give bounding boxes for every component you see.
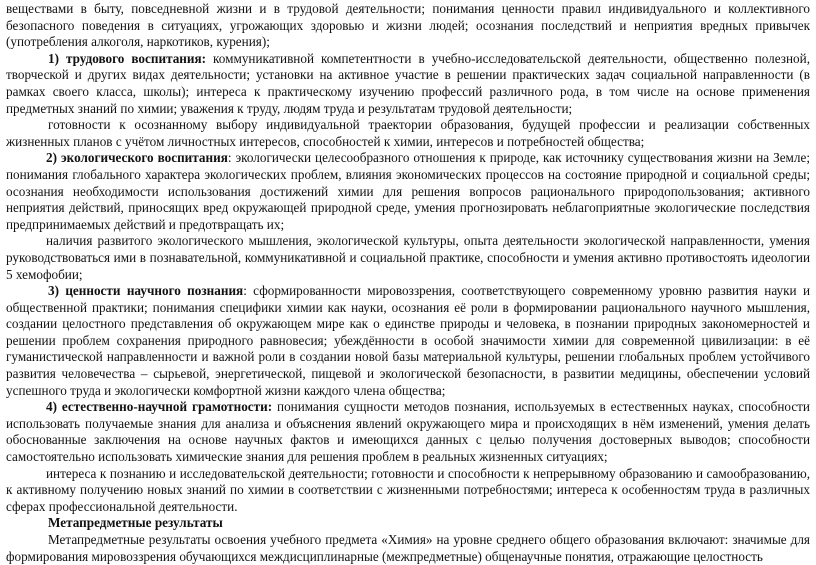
paragraph-text: веществами в быту, повседневной жизни и в трудовой деятельности; понимания ценности правил индивидуального и коллективного безопасного поведения в ситуациях, угрожающих здоровью и жизни людей; осознания последствий и неприятия вредных привычек (употребления алкоголя, наркотиков, курения); [6,1,810,50]
paragraph-scientific-knowledge [6,283,810,399]
paragraph-lead: 1) трудового воспитания: [48,50,207,66]
paragraph-text: понимания сущности методов познания, используемых в естественных науках, способности использовать получаемые знания для анализа и объяснения явлений окружающего мира и происходящих в нём изменений, умения делать обоснованные заключения на основе научных фактов и имеющихся данных с целью получения достоверных выводов; способности самостоятельно использовать химические знания для решения проблем в реальных жизненных ситуациях; [6,399,810,465]
paragraph-learning-interest [6,466,810,516]
paragraph-lead: 2) экологического воспитания [46,150,228,166]
paragraph-lead: 3) ценности научного познания [48,283,244,299]
paragraph-text: наличия развитого экологического мышления, экологической культуры, опыта деятельности экологической направленности, умения руководствоваться ими в познавательной, коммуникативной и социальной практике, способности и умения активно противостоять идеологии 5 хемофобии; [6,233,810,282]
paragraph-lead: 4) естественно-научной грамотности: [46,399,273,415]
paragraph-ecological-thinking [6,233,810,283]
paragraph-text: : экологически целесообразного отношения к природе, как источнику существования жизни на Земле; понимания глобального характера экологических проблем, влияния экономических процессов на состояние природной и социальной среды; осознания необходимости использования достижений химии для решения вопросов рационального природопользования; активного неприятия действий, приносящих вред окружающей природной среде, умения прогнозировать неблагоприятные экологические последствия предпринимаемых действий и предотвращать их; [6,150,810,232]
paragraph-text: Метапредметные результаты освоения учебного предмета «Химия» на уровне среднего общего образования включают: значимые для формирования мировоззрения обучающихся междисциплинарные (межпредметные) общенаучные понятия, отражающие целостность [6,532,810,564]
paragraph-text: готовности к осознанному выбору индивидуальной траектории образования, будущей профессии и реализации собственных жизненных планов с учётом личностных интересов, способностей к химии, интересов и потребностей общества; [6,117,810,149]
paragraph-science-literacy [6,399,810,465]
paragraph-ecological-education [6,150,810,233]
paragraph-labor-education [6,51,810,117]
paragraph-personal-safety [6,1,810,51]
paragraph-text: интереса к познанию и исследовательской деятельности; готовности и способности к непрерывному образованию и самообразованию, к активному получению новых знаний по химии в соответствии с жизненными потребностями; интереса к особенностям труда в различных сферах профессиональной деятельности. [6,465,810,514]
paragraph-text: коммуникативной компетентности в учебно-исследовательской деятельности, общественно полезной, творческой и других видах деятельности; установки на активное участие в решении практических задач социальной направленности (в рамках своего класса, школы); интереса к практическому изучению профессий различного рода, в том числе на основе применения предметных знаний по химии; уважения к труду, людям труда и результатам трудовой деятельности; [6,50,810,116]
section-heading: Метапредметные результаты [48,515,223,531]
paragraph-metasubject-results [6,532,810,565]
paragraph-career-readiness [6,117,810,150]
paragraph-text: : сформированности мировоззрения, соответствующего современному уровню развития науки и общественной практики; понимания специфики химии как науки, осознания её роли в формировании рационального научного мышления, создании целостного представления об окружающем мире как о единстве природы и человека, в познании природных закономерностей и решении проблем сохранения природного равновесия; убеждённости в особой значимости химии для современной цивилизации: в её гуманистической направленности и важной роли в создании новой базы материальной культуры, решении глобальных проблем устойчивого развития человечества – сырьевой, энергетической, пищевой и экологической безопасности, в развитии медицины, обеспечении условий успешного труда и экологически комфортной жизни каждого члена общества; [6,283,811,398]
